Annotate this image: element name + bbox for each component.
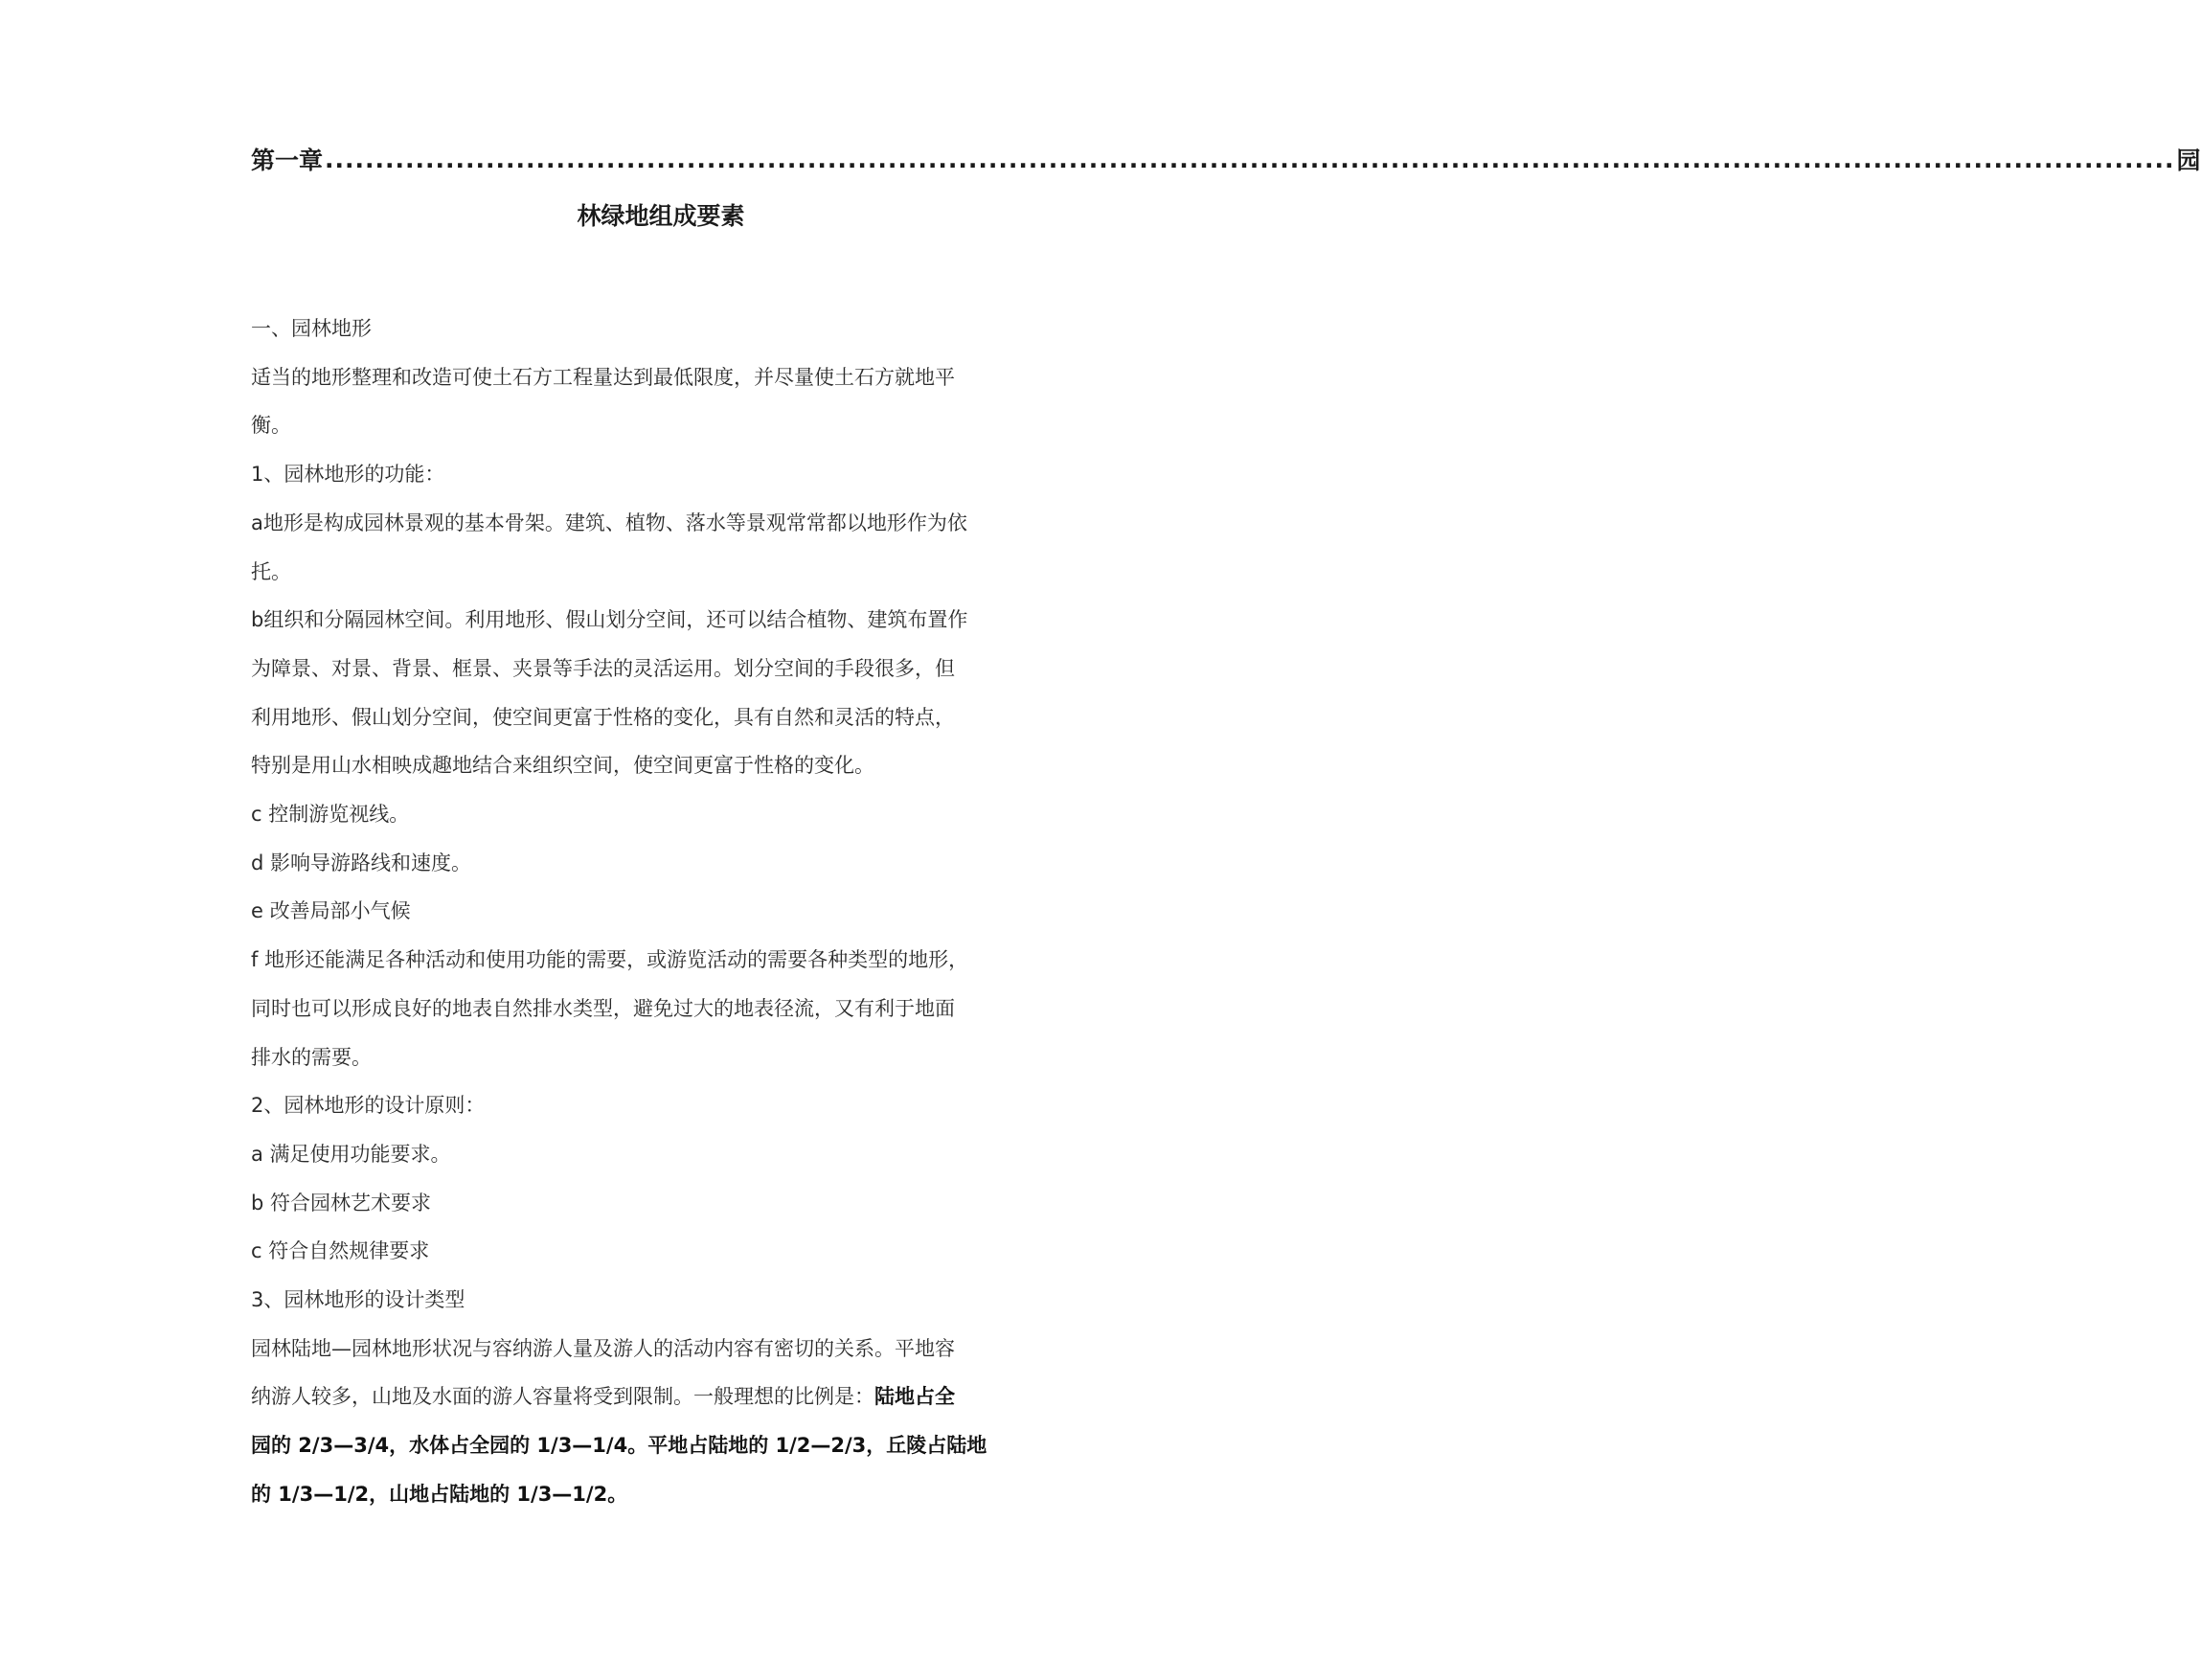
toc-leader-dots: ........................................................................................................................................................................................ — [325, 145, 2175, 173]
paragraph-line: 适当的地形整理和改造可使土石方工程量达到最低限度，并尽量使土石方就地平 — [251, 365, 955, 389]
list-item: c 符合自然规律要求 — [251, 1239, 430, 1263]
paragraph-line: 为障景、对景、背景、框景、夹景等手法的灵活运用。划分空间的手段很多，但 — [251, 656, 955, 680]
paragraph-text: 纳游人较多，山地及水面的游人容量将受到限制。一般理想的比例是： — [251, 1385, 874, 1409]
list-item: c 控制游览视线。 — [251, 803, 410, 827]
subsection-heading: 1、园林地形的功能： — [251, 463, 445, 487]
list-item: a 满足使用功能要求。 — [251, 1142, 451, 1166]
list-item: e 改善局部小气候 — [251, 899, 411, 923]
toc-page-char: 园 — [2176, 147, 2201, 174]
subsection-heading: 3、园林地形的设计类型 — [251, 1288, 465, 1312]
section-heading: 一、园林地形 — [251, 317, 372, 340]
paragraph-line: 同时也可以形成良好的地表自然排水类型，避免过大的地表径流，又有利于地面 — [251, 996, 955, 1020]
paragraph-line: b组织和分隔园林空间。利用地形、假山划分空间，还可以结合植物、建筑布置作 — [251, 608, 968, 632]
paragraph-line: 衡。 — [251, 414, 291, 438]
paragraph-line: a地形是构成园林景观的基本骨架。建筑、植物、落水等景观常常都以地形作为依 — [251, 511, 967, 534]
emphasis-line: 的 1/3—1/2，山地占陆地的 1/3—1/2。 — [251, 1482, 628, 1506]
emphasis-text: 陆地占全 — [874, 1385, 955, 1409]
subsection-heading: 2、园林地形的设计原则： — [251, 1094, 486, 1118]
list-item: b 符合园林艺术要求 — [251, 1191, 432, 1215]
toc-entry-continuation: 林绿地组成要素 — [577, 202, 745, 230]
paragraph-line-mixed — [251, 1373, 1017, 1421]
paragraph-line: 特别是用山水相映成趣地结合来组织空间，使空间更富于性格的变化。 — [251, 754, 874, 778]
paragraph-line: 利用地形、假山划分空间，使空间更富于性格的变化，具有自然和灵活的特点， — [251, 705, 955, 729]
list-item: d 影响导游路线和速度。 — [251, 851, 472, 874]
toc-entry[interactable] — [251, 140, 2201, 178]
toc-chapter-label: 第一章 — [251, 147, 324, 174]
body-text — [251, 305, 1017, 1519]
paragraph-line: 托。 — [251, 559, 291, 583]
emphasis-line: 园的 2/3—3/4，水体占全园的 1/3—1/4。平地占陆地的 1/2—2/3，丘陵占陆地 — [251, 1434, 987, 1458]
paragraph-line: 排水的需要。 — [251, 1045, 372, 1069]
paragraph-line: f 地形还能满足各种活动和使用功能的需要，或游览活动的需要各种类型的地形， — [251, 948, 969, 972]
paragraph-line: 园林陆地—园林地形状况与容纳游人量及游人的活动内容有密切的关系。平地容 — [251, 1336, 955, 1360]
